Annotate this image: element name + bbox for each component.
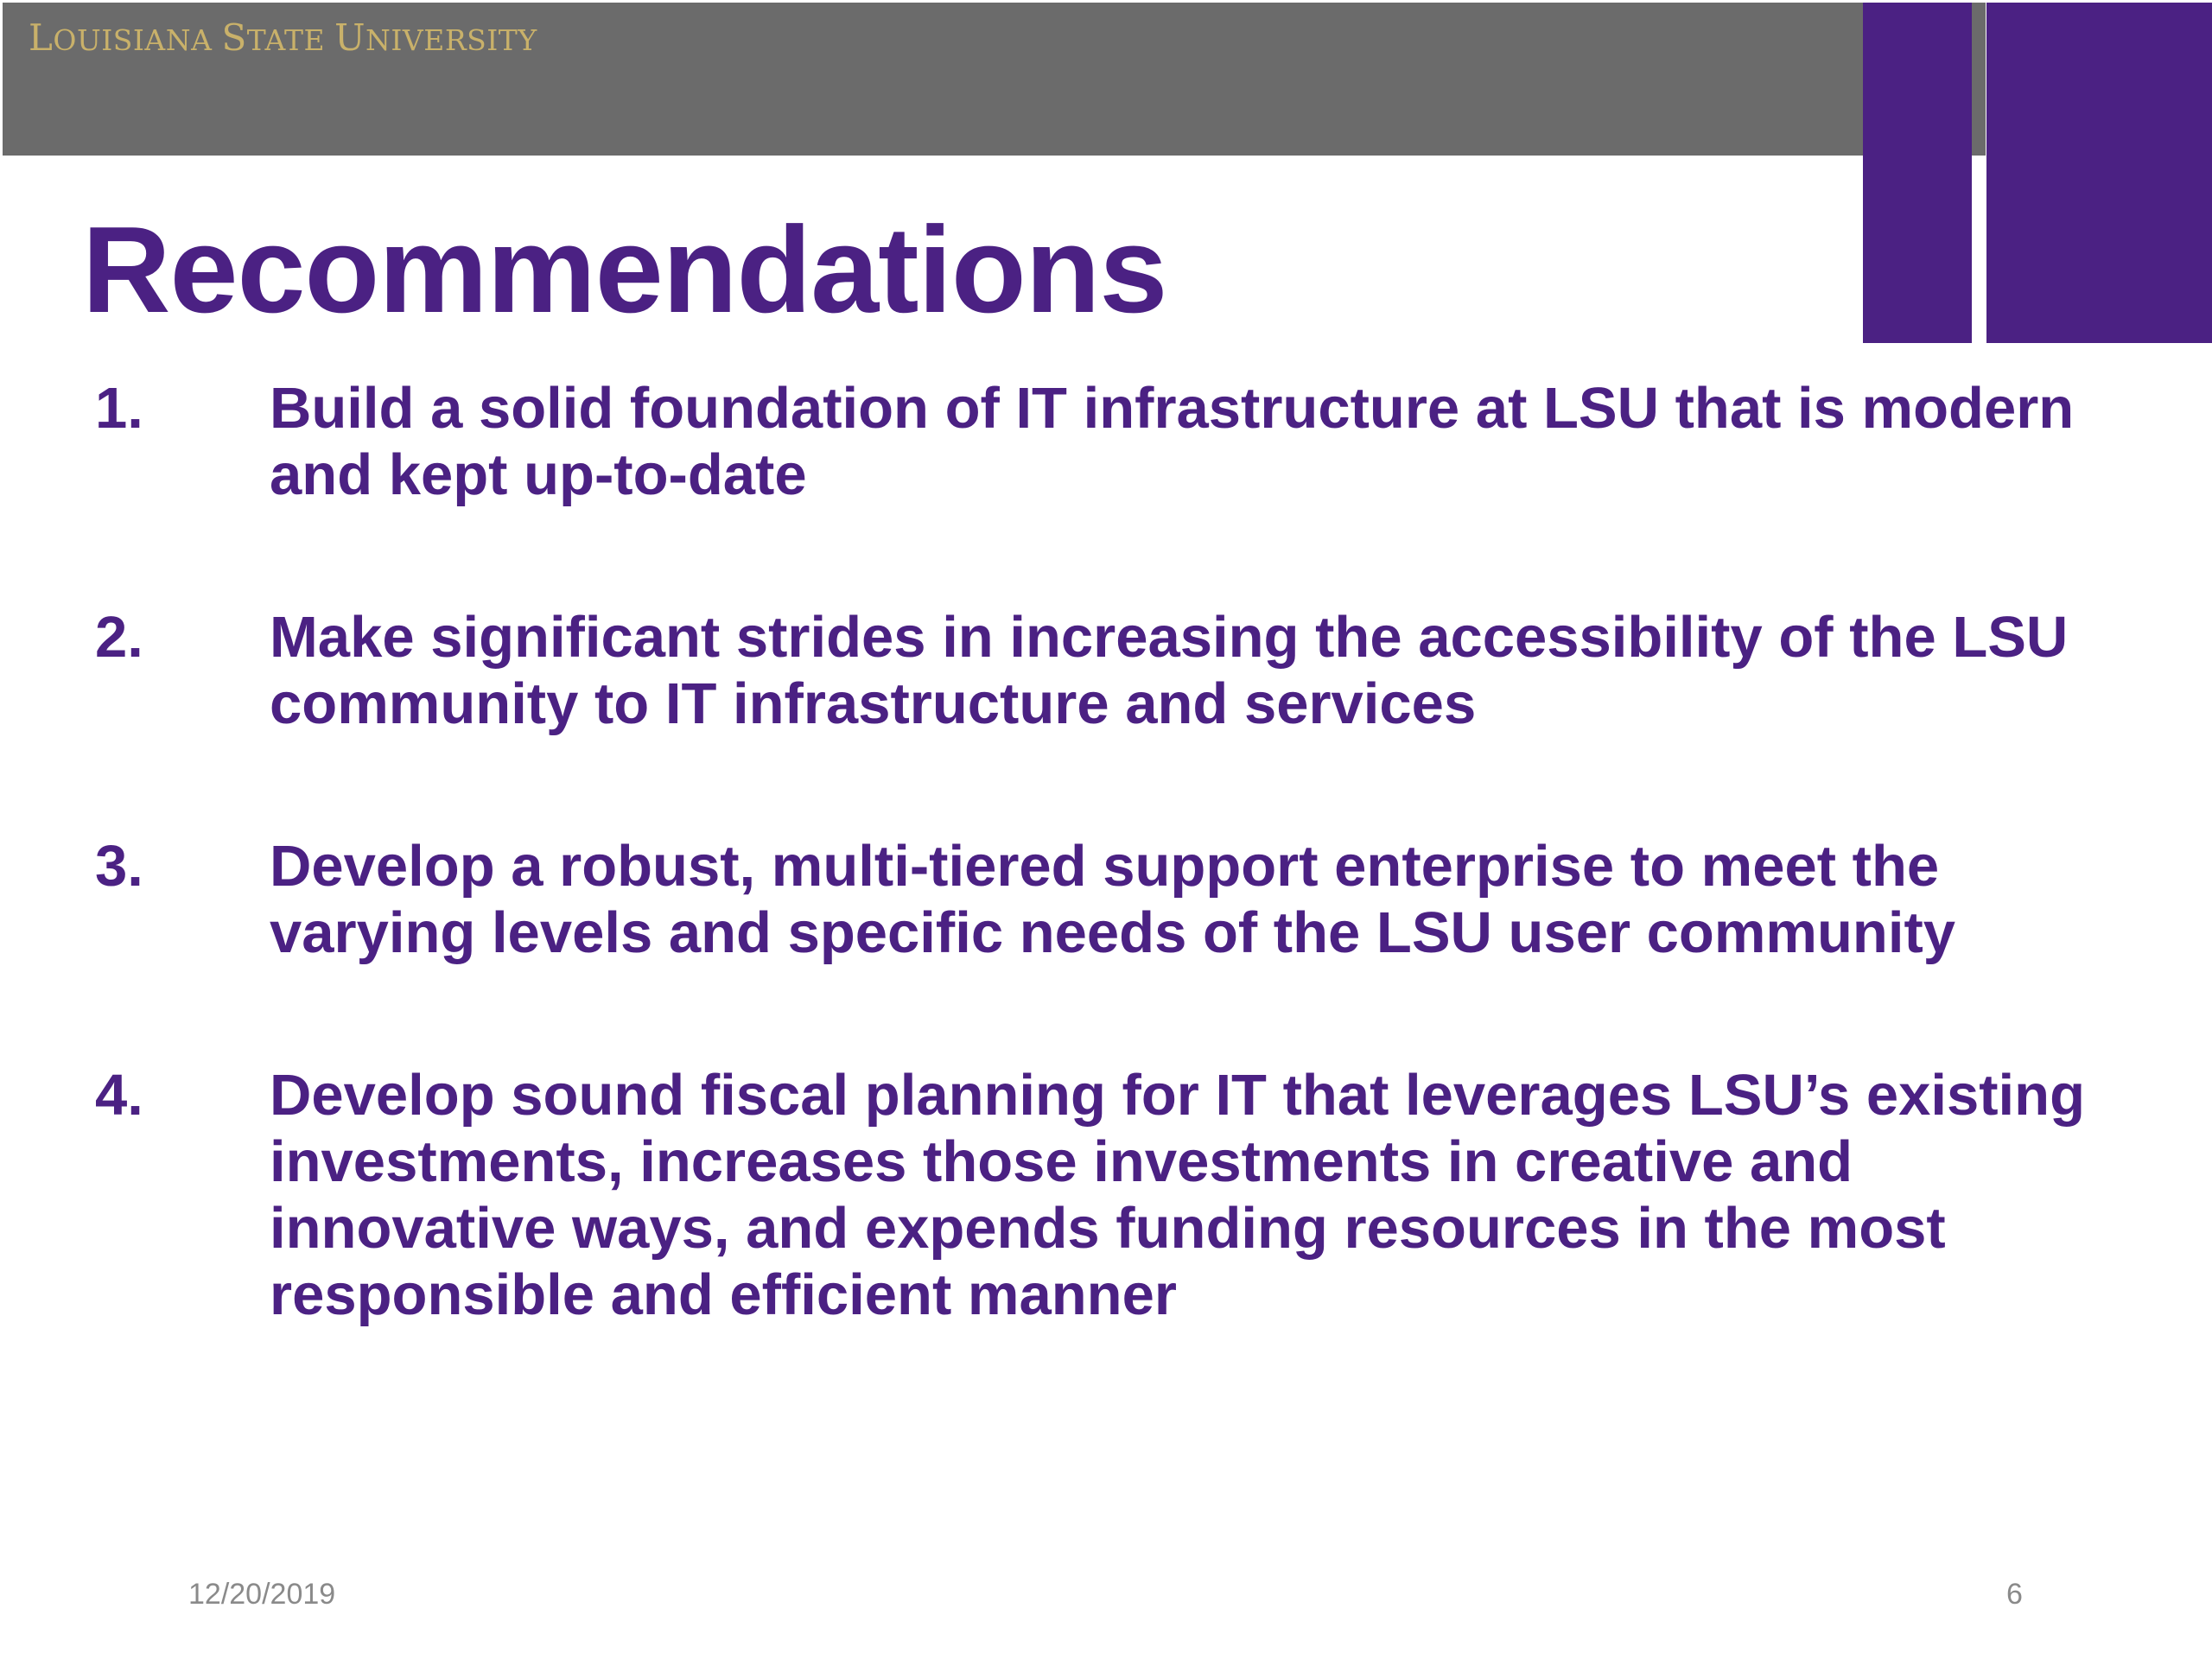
accent-block-right bbox=[1986, 3, 2212, 343]
wordmark-initial-2: S bbox=[221, 16, 247, 59]
list-item bbox=[95, 833, 2117, 966]
list-item bbox=[95, 604, 2117, 737]
slide-title: Recommendations bbox=[82, 201, 1167, 339]
wordmark-initial-3: U bbox=[334, 16, 365, 59]
list-item bbox=[95, 1062, 2117, 1328]
list-item bbox=[95, 375, 2117, 508]
item-number: 3. bbox=[95, 834, 143, 899]
page-number: 6 bbox=[2006, 1578, 2023, 1611]
header-bar bbox=[3, 3, 1986, 156]
university-wordmark bbox=[29, 16, 537, 59]
accent-block-left bbox=[1863, 3, 1972, 343]
item-number: 4. bbox=[95, 1063, 143, 1128]
wordmark-initial-1: L bbox=[29, 16, 54, 59]
recommendations-list bbox=[95, 375, 2117, 1424]
footer-date: 12/20/2019 bbox=[188, 1578, 336, 1611]
wordmark-rest-1: OUISIANA bbox=[53, 23, 222, 57]
wordmark-rest-3: NIVERSITY bbox=[365, 23, 537, 57]
wordmark-rest-2: TATE bbox=[246, 23, 335, 57]
item-text: Develop sound fiscal planning for IT that leverages LSU’s existing investments, increases those investments in creative and innovative ways, and expends funding resources in the most responsible and efficient manner bbox=[270, 1063, 2086, 1327]
item-number: 1. bbox=[95, 376, 143, 441]
item-text: Develop a robust, multi-tiered support enterprise to meet the varying levels and specific needs of the LSU user community bbox=[270, 834, 1956, 965]
item-text: Make significant strides in increasing the accessibility of the LSU community to IT infrastructure and services bbox=[270, 605, 2069, 736]
item-text: Build a solid foundation of IT infrastructure at LSU that is modern and kept up-to-date bbox=[270, 376, 2075, 507]
item-number: 2. bbox=[95, 605, 143, 670]
